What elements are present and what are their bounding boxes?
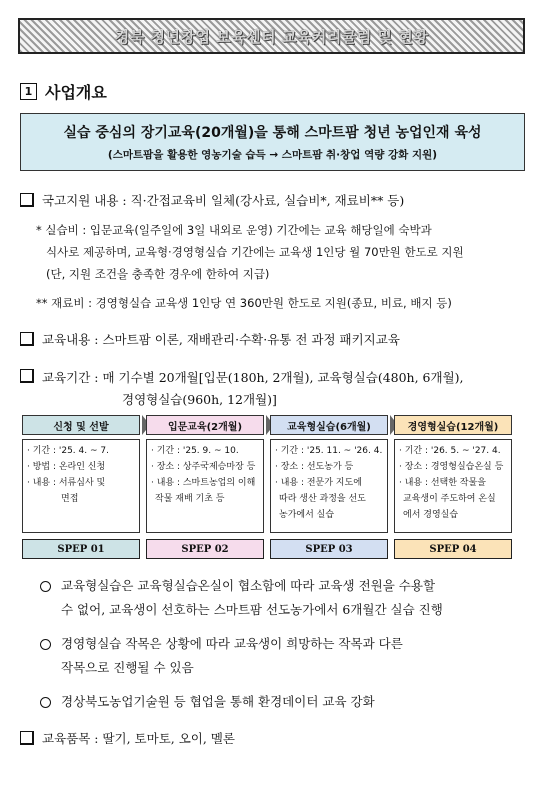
step-header: 경영형실습(12개월) [394, 415, 512, 435]
support-note-1 [36, 219, 531, 285]
step-header: 교육형실습(6개월) [270, 415, 388, 435]
summary-main: 실습 중심의 장기교육(20개월)을 통해 스마트팜 청년 농업인재 육성 [63, 125, 482, 141]
step-line: · 내용 : 전문가 지도에 [275, 478, 362, 488]
circle-bullet-icon [40, 581, 51, 592]
section-label: 사업개요 [45, 83, 107, 102]
step-body [394, 439, 512, 533]
step-line: 교육생이 주도하여 온실 [403, 494, 496, 504]
step-line: · 기간 : '25. 4. ~ 7. [27, 446, 109, 456]
step-2-footer: SPEP 02 [146, 539, 264, 559]
circle-line: 교육형실습은 교육형실습온실이 협소함에 따라 교육생 전원을 수용할 [61, 578, 436, 593]
circle-item-2 [40, 632, 403, 680]
step-1 [22, 415, 140, 533]
step-line: 따라 생산 과정을 선도 [279, 494, 366, 504]
step-2 [146, 415, 264, 533]
support-text: 국고지원 내용 : 직·간접교육비 일체(강사료, 실습비*, 재료비** 등) [42, 193, 405, 208]
circle-line: 수 없어, 교육생이 선호하는 스마트팜 선도농가에서 6개월간 실습 진행 [61, 602, 443, 617]
checkbox-square-icon [20, 332, 34, 346]
circle-item-3 [40, 690, 375, 714]
section-header [20, 80, 107, 103]
step-line: · 장소 : 경영형실습온실 등 [399, 462, 504, 472]
step-3-footer: SPEP 03 [270, 539, 388, 559]
section-number: 1 [20, 83, 37, 100]
step-line: 작물 재배 기초 등 [155, 494, 225, 504]
note-line: 식사로 제공하며, 교육형·경영형실습 기간에는 교육생 1인당 월 70만원 한도로 지원 [46, 245, 464, 259]
step-body [22, 439, 140, 533]
process-steps [22, 415, 527, 560]
step-line: · 장소 : 선도농가 등 [275, 462, 354, 472]
note-line: * 실습비 : 입문교육(일주일에 3일 내외로 운영) 기간에는 교육 해당일에 숙박과 [36, 223, 432, 237]
circle-line: 경영형실습 작목은 상황에 따라 교육생이 희망하는 작목과 다른 [61, 636, 403, 651]
step-body [146, 439, 264, 533]
crops-text: 교육품목 : 딸기, 토마토, 오이, 멜론 [42, 731, 235, 746]
content-text: 교육내용 : 스마트팜 이론, 재배관리·수확·유통 전 과정 패키지교육 [42, 332, 400, 347]
period-line-2: 경영형실습(960h, 12개월)] [122, 392, 277, 407]
step-line: 에서 경영실습 [403, 510, 459, 520]
summary-sub: (스마트팜을 활용한 영농기술 습득 → 스마트팜 취·창업 역량 강화 지원) [107, 149, 438, 161]
content-item [20, 330, 400, 348]
step-line: · 내용 : 선택한 작물을 [399, 478, 486, 488]
circle-bullet-icon [40, 697, 51, 708]
checkbox-square-icon [20, 369, 34, 383]
period-line-1: 교육기간 : 매 기수별 20개월[입문(180h, 2개월), 교육형실습(480h, 6개월), [42, 370, 464, 385]
circle-line: 경상북도농업기술원 등 협업을 통해 환경데이터 교육 강화 [61, 694, 375, 709]
step-1-footer: SPEP 01 [22, 539, 140, 559]
title-banner [18, 18, 525, 54]
crops-item [20, 729, 235, 747]
step-line: · 기간 : '25. 11. ~ '26. 4. [275, 446, 383, 456]
circle-bullet-icon [40, 639, 51, 650]
step-header: 입문교육(2개월) [146, 415, 264, 435]
step-line: 농가에서 실습 [279, 510, 335, 520]
step-4 [394, 415, 512, 533]
step-line: 면접 [61, 494, 79, 504]
circle-line: 작목으로 진행될 수 있음 [61, 660, 194, 675]
support-item [20, 191, 404, 209]
step-4-footer: SPEP 04 [394, 539, 512, 559]
step-line: · 내용 : 스마트농업의 이해 [151, 478, 256, 488]
step-line: · 기간 : '26. 5. ~ '27. 4. [399, 446, 501, 456]
note-line: (단, 지원 조건을 충족한 경우에 한하여 지급) [46, 267, 270, 281]
period-item [20, 367, 464, 411]
document-title: 경북 청년창업 보육센터 교육커리큘럼 및 현황 [114, 27, 429, 46]
step-line: · 장소 : 상주국제승마장 등 [151, 462, 256, 472]
step-line: · 기간 : '25. 9. ~ 10. [151, 446, 239, 456]
checkbox-square-icon [20, 193, 34, 207]
checkbox-square-icon [20, 731, 34, 745]
support-note-2: ** 재료비 : 경영형실습 교육생 1인당 연 360만원 한도로 지원(종묘, 비료, 배지 등) [36, 296, 452, 310]
circle-item-1 [40, 574, 443, 622]
summary-box [20, 113, 525, 171]
step-header: 신청 및 선발 [22, 415, 140, 435]
step-line: · 내용 : 서류심사 및 [27, 478, 106, 488]
step-body [270, 439, 388, 533]
step-3 [270, 415, 388, 533]
step-line: · 방법 : 온라인 신청 [27, 462, 106, 472]
